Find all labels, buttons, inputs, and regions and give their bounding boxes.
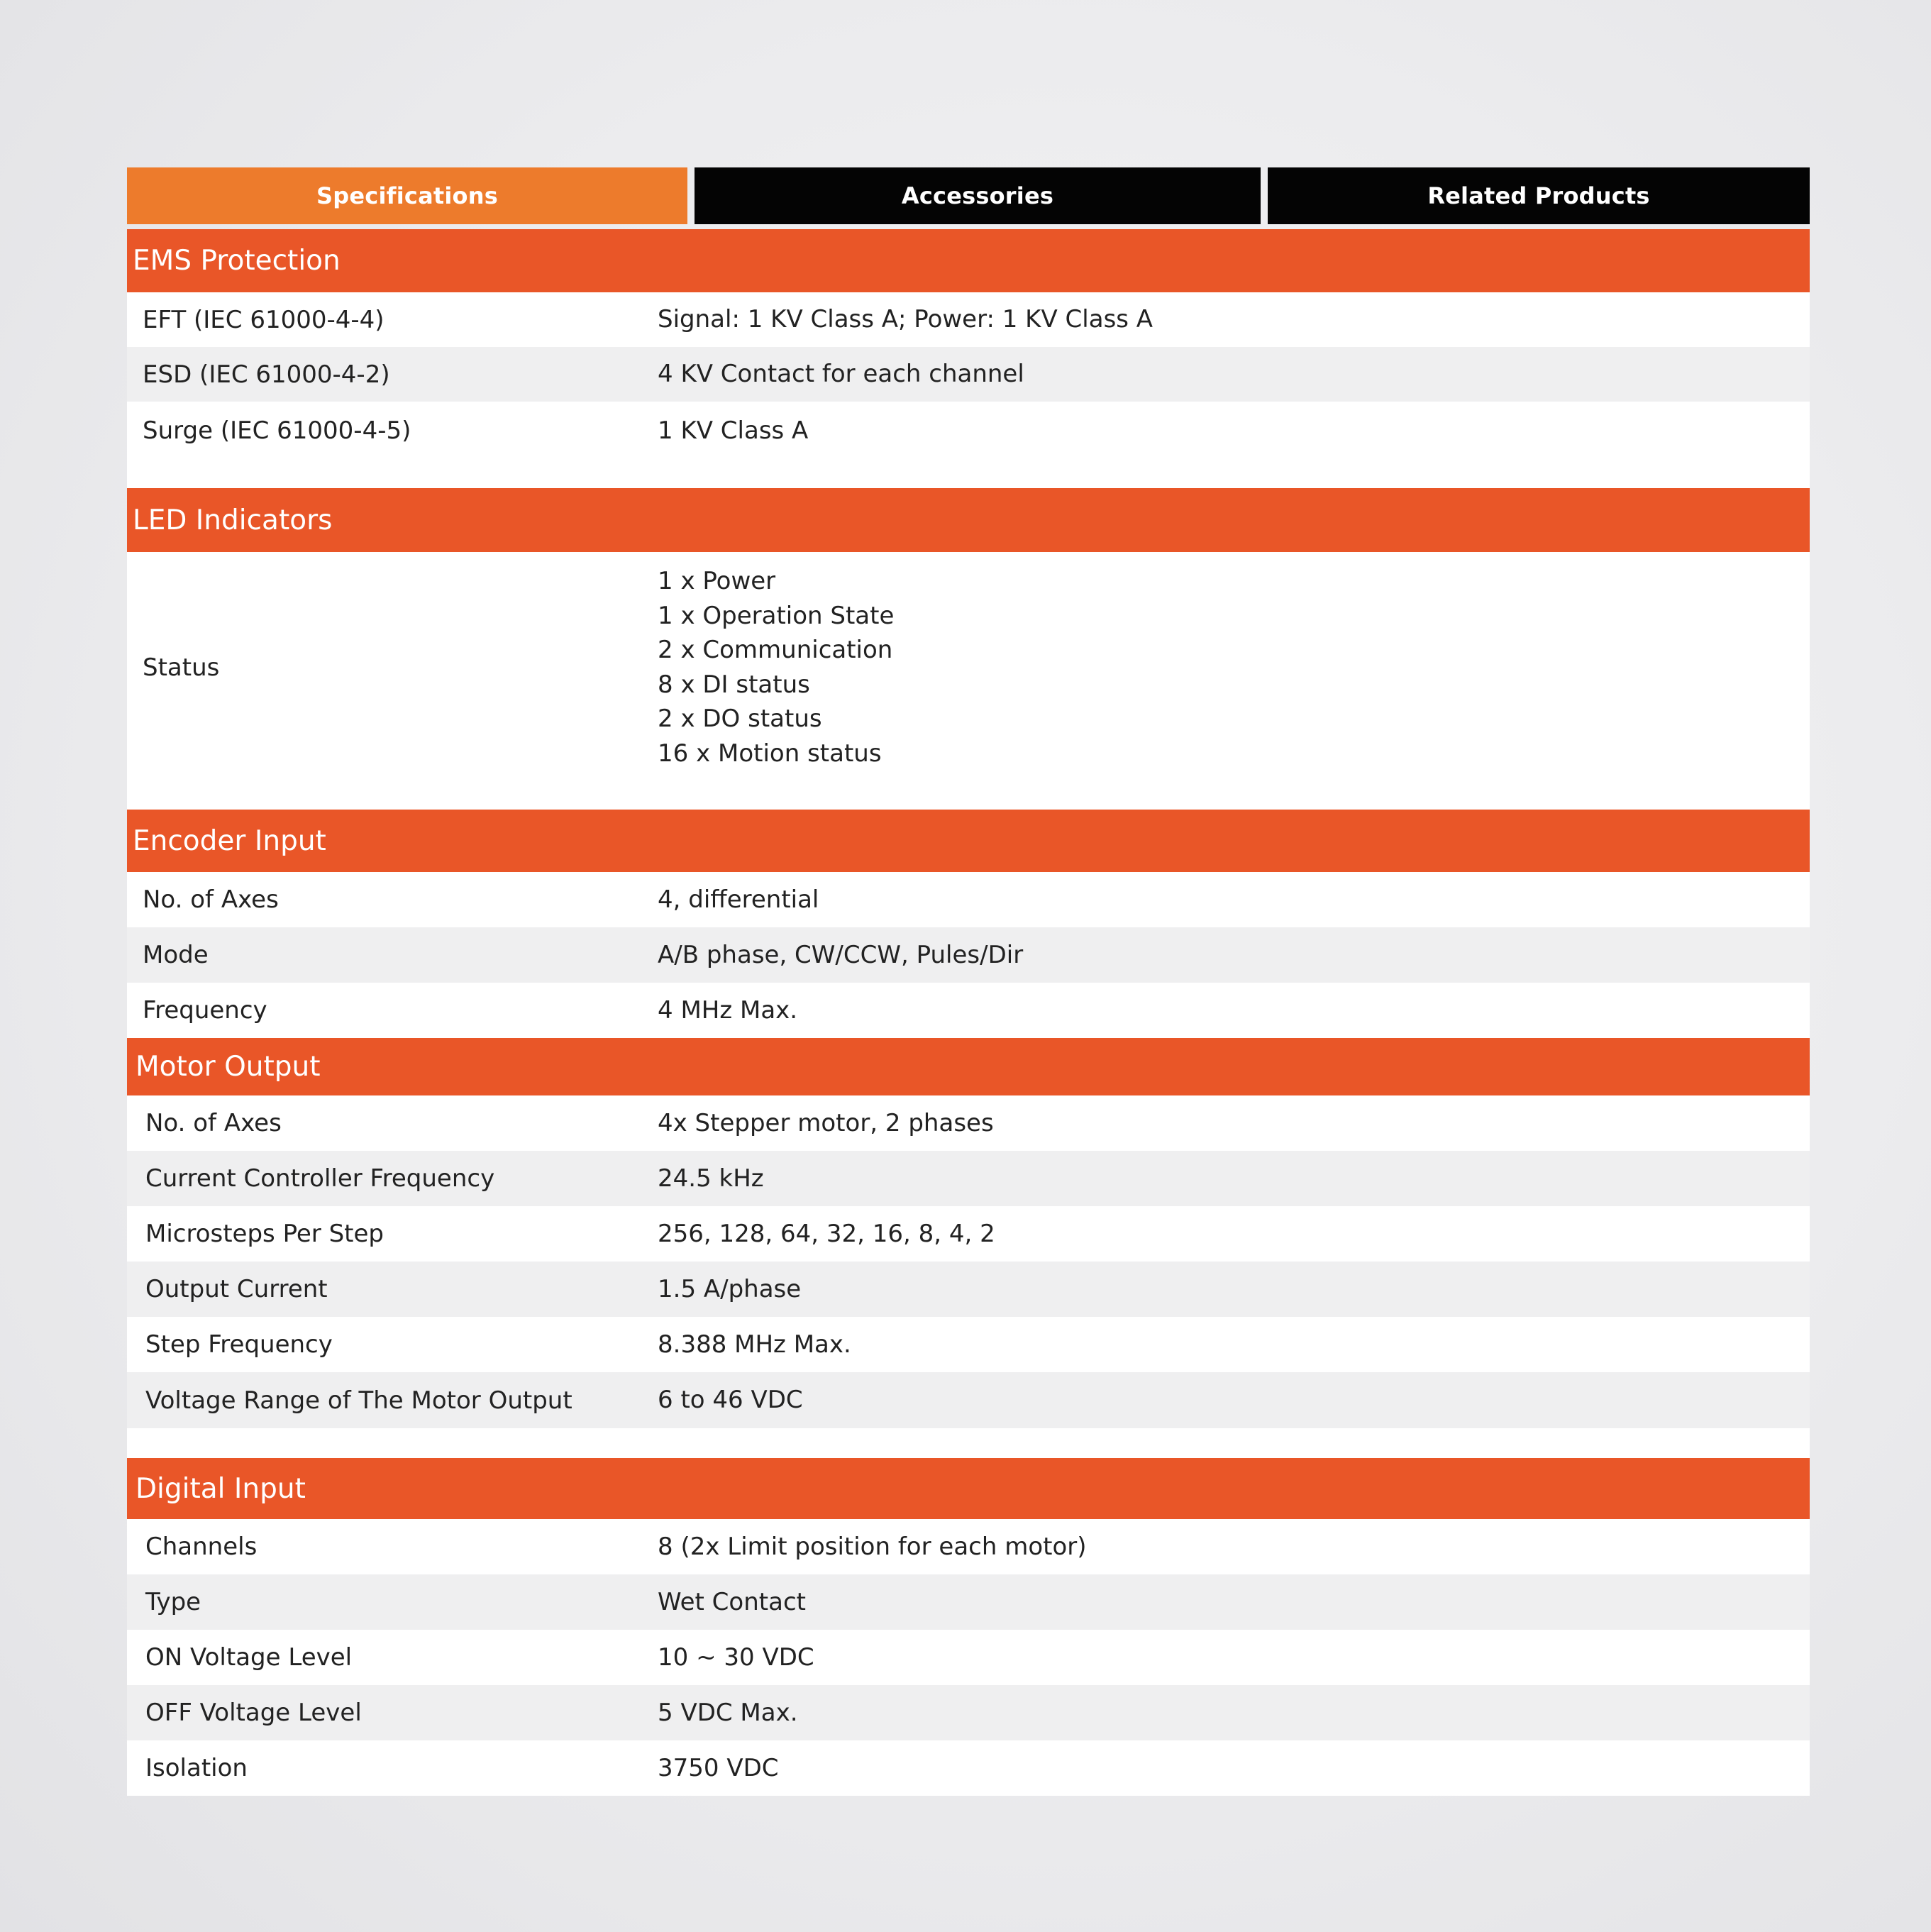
row-value: Signal: 1 KV Class A; Power: 1 KV Class A (658, 305, 1153, 334)
table-row (127, 1630, 1810, 1685)
row-label: Microsteps Per Step (145, 1220, 384, 1248)
table-row (127, 1262, 1810, 1317)
row-value-multiline: 1 x Power 1 x Operation State 2 x Communication 8 x DI status 2 x DO status 16 x Motion status (658, 567, 895, 768)
table-row (127, 1519, 1810, 1574)
row-label: Surge (IEC 61000-4-5) (143, 416, 411, 445)
row-label: ESD (IEC 61000-4-2) (143, 360, 390, 389)
row-label: Isolation (145, 1754, 248, 1782)
table-row (127, 1740, 1810, 1796)
tab-related-products[interactable]: Related Products (1268, 167, 1810, 224)
section-spacer (127, 460, 1810, 488)
row-label: Step Frequency (145, 1330, 333, 1359)
table-row (127, 1206, 1810, 1262)
row-label: Status (143, 653, 220, 682)
tab-bar (127, 167, 1810, 224)
section-header-motor-output: Motor Output (127, 1038, 1810, 1095)
row-value: 3750 VDC (658, 1753, 779, 1782)
row-value: 10 ~ 30 VDC (658, 1643, 814, 1672)
row-label: EFT (IEC 61000-4-4) (143, 305, 384, 334)
row-value: 1 KV Class A (658, 416, 809, 445)
section-header-ems-protection: EMS Protection (127, 229, 1810, 292)
table-row (127, 1095, 1810, 1151)
table-row (127, 927, 1810, 983)
table-row (127, 552, 1810, 783)
row-value: Wet Contact (658, 1587, 806, 1616)
row-label: No. of Axes (143, 885, 279, 914)
row-value: 1.5 A/phase (658, 1274, 802, 1303)
table-row (127, 872, 1810, 927)
table-row (127, 402, 1810, 460)
section-spacer (127, 783, 1810, 810)
row-value: 8 (2x Limit position for each motor) (658, 1532, 1087, 1561)
row-label: ON Voltage Level (145, 1643, 353, 1672)
table-row (127, 1372, 1810, 1428)
table-row (127, 1317, 1810, 1372)
table-row (127, 347, 1810, 402)
row-value: 4, differential (658, 885, 819, 914)
row-label: Type (145, 1588, 201, 1616)
row-value: 4 MHz Max. (658, 995, 798, 1025)
tab-specifications[interactable]: Specifications (127, 167, 687, 224)
row-label: OFF Voltage Level (145, 1699, 362, 1727)
row-label: Channels (145, 1533, 258, 1561)
section-header-encoder-input: Encoder Input (127, 810, 1810, 872)
section-header-digital-input: Digital Input (127, 1458, 1810, 1519)
table-row (127, 1151, 1810, 1206)
row-value: 8.388 MHz Max. (658, 1330, 851, 1359)
table-row (127, 983, 1810, 1038)
table-row (127, 1685, 1810, 1740)
row-value: 4 KV Contact for each channel (658, 360, 1024, 389)
table-row (127, 1574, 1810, 1630)
row-value: 24.5 kHz (658, 1164, 764, 1193)
row-value: 5 VDC Max. (658, 1698, 798, 1727)
row-label: Frequency (143, 996, 267, 1025)
row-label: Mode (143, 941, 209, 969)
row-value: 256, 128, 64, 32, 16, 8, 4, 2 (658, 1219, 995, 1248)
table-row (127, 292, 1810, 347)
spec-sheet (127, 167, 1810, 1796)
section-spacer (127, 1428, 1810, 1458)
tab-accessories[interactable]: Accessories (695, 167, 1261, 224)
row-value: 6 to 46 VDC (658, 1386, 803, 1415)
row-value: 4x Stepper motor, 2 phases (658, 1108, 994, 1137)
row-value: A/B phase, CW/CCW, Pules/Dir (658, 940, 1024, 969)
row-label: No. of Axes (145, 1109, 282, 1137)
row-label: Voltage Range of The Motor Output (145, 1386, 572, 1415)
row-label: Output Current (145, 1275, 328, 1303)
row-label: Current Controller Frequency (145, 1164, 495, 1193)
section-header-led-indicators: LED Indicators (127, 488, 1810, 552)
